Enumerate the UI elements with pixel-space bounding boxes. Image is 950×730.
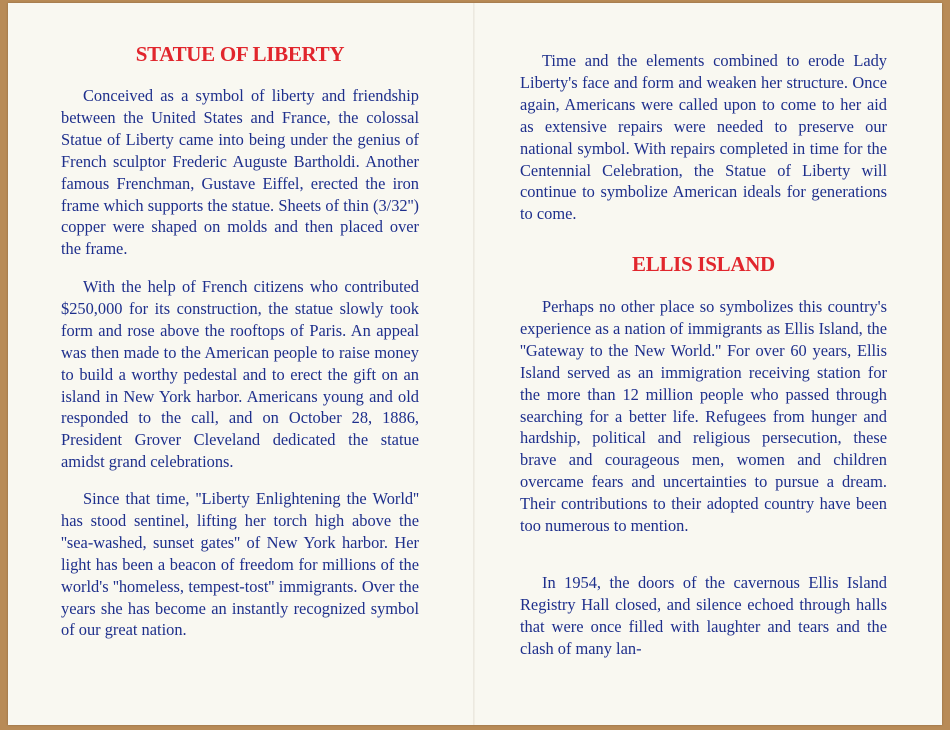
statue-paragraph-3: Since that time, ''Liberty Enlightening the World'' has stood sentinel, lifting her torch high above the ''sea-washed, sunset gates'' of New York harbor. Her light has been a beacon of freedom for millions of the world's ''homeless, tempest-tost'' immigrants. Over the years she has become an instantly recognized symbol of our great nation. [61,489,419,640]
ellis-island-heading: ELLIS ISLAND [632,252,775,276]
statue-of-liberty-heading: STATUE OF LIBERTY [135,42,345,66]
brochure-sheet [8,3,942,725]
page-fold [473,3,475,725]
ellis-paragraph-2: In 1954, the doors of the cavernous Ellis Island Registry Hall closed, and silence echoed through halls that were once filled with laughter and tears and the clash of many lan- [520,573,887,658]
statue-paragraph-1: Conceived as a symbol of liberty and friendship between the United States and France, the colossal Statue of Liberty came into being under the genius of French sculptor Frederic Auguste Bartholdi. Another famous Frenchman, Gustave Eiffel, erected the iron frame which supports the statue. Sheets of thin (3/32'') copper were shaped on molds and then placed over the frame. [61,86,419,259]
statue-continued-paragraph: Time and the elements combined to erode Lady Liberty's face and form and weaken her structure. Once again, Americans were called upon to come to her aid as extensive repairs were needed to preserve our national symbol. With repairs completed in time for the Centennial Celebration, the Statue of Liberty will continue to symbolize American ideals for generations to come. [520,51,887,224]
statue-paragraph-2: With the help of French citizens who contributed $250,000 for its construction, the statue slowly took form and rose above the rooftops of Paris. An appeal was then made to the American people to raise money to build a worthy pedestal and to erect the gift on an island in New York harbor. Americans young and old responded to the call, and on October 28, 1886, President Grover Cleveland dedicated the statue amidst grand celebrations. [61,277,419,472]
ellis-paragraph-1: Perhaps no other place so symbolizes this country's experience as a nation of immigrants as Ellis Island, the ''Gateway to the New World.'' For over 60 years, Ellis Island served as an immigration receiving station for the more than 12 million people who passed through searching for a better life. Refugees from hunger and hardship, political and religious persecution, these brave and courageous men, women and children overcame fears and uncertainties to pursue a dream. Their contributions to their adopted country have been too numerous to mention. [520,297,887,536]
